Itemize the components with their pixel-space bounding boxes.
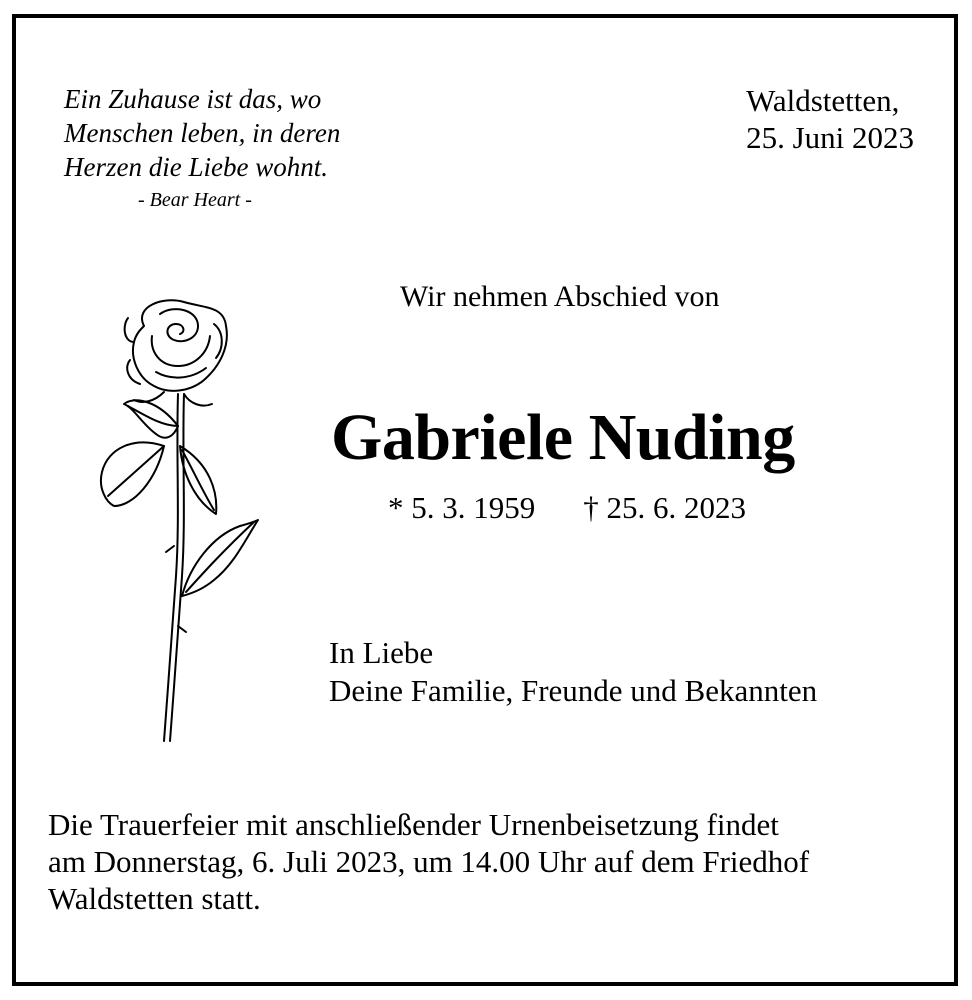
deceased-name: Gabriele Nuding (331, 401, 795, 474)
quote (64, 82, 444, 184)
funeral-notice (48, 806, 928, 917)
quote-line: Herzen die Liebe wohnt. (64, 152, 328, 182)
quote-author: - Bear Heart - (138, 189, 252, 211)
closing-signature: Deine Familie, Freunde und Bekannten (329, 673, 818, 708)
quote-line: Ein Zuhause ist das, wo (64, 84, 322, 114)
notice-line: Die Trauerfeier mit anschließender Urnenbeisetzung findet (48, 807, 779, 842)
birth-date: * 5. 3. 1959 (388, 490, 536, 525)
life-dates (388, 488, 746, 528)
rose-illustration-icon (94, 296, 264, 746)
place: Waldstetten, (746, 83, 900, 118)
closing (329, 634, 817, 710)
notice-line: Waldstetten statt. (48, 881, 261, 916)
death-date: † 25. 6. 2023 (583, 490, 746, 525)
place-date (746, 82, 914, 156)
intro-text: Wir nehmen Abschied von (400, 280, 720, 313)
closing-line: In Liebe (329, 635, 434, 670)
date: 25. Juni 2023 (746, 120, 914, 155)
quote-line: Menschen leben, in deren (64, 118, 341, 148)
notice-line: am Donnerstag, 6. Juli 2023, um 14.00 Uhr auf dem Friedhof (48, 844, 810, 879)
